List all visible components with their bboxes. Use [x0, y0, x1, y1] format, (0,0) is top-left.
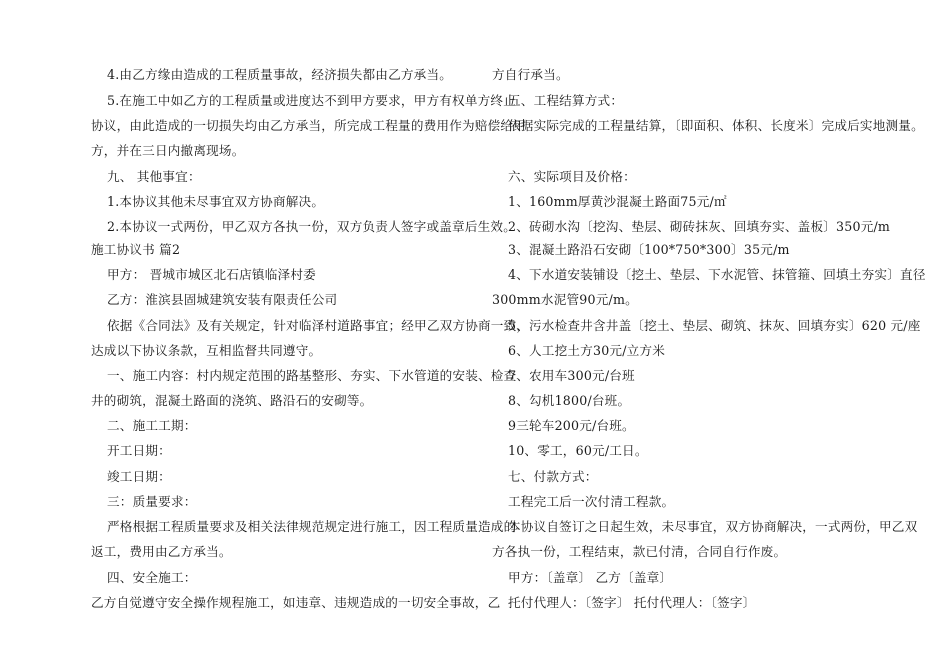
preamble-line-1: 依据《合同法》及有关规定，针对临泽村道路事宜；经甲乙双方协商一致，: [107, 318, 530, 333]
section-9-heading: 九、 其他事宜：: [107, 169, 201, 184]
party-b: 乙方：淮滨县固城建筑安装有限责任公司: [107, 292, 338, 307]
section-3-line-2: 返工，费用由乙方承当。: [91, 544, 232, 559]
clause-4: 4.由乙方缘由造成的工程质量事故，经济损失都由乙方承当。: [107, 67, 453, 82]
completion-date: 竣工日期：: [107, 469, 171, 484]
price-item-9: 9三轮车200元/台班。: [508, 418, 635, 433]
section-5-text: 依据实际完成的工程量结算，〔即面积、体积、长度米〕完成后实地测量。: [508, 118, 924, 133]
section-4-line-2: 方自行承当。: [492, 67, 569, 82]
section-7-text: 工程完工后一次付清工程款。: [508, 494, 675, 509]
section-9-item-1: 1.本协议其他未尽事宜双方协商解决。: [107, 194, 325, 209]
section-7-heading: 七、付款方式：: [508, 469, 598, 484]
seal-line: 甲方：〔盖章〕 乙方〔盖章〕: [508, 570, 673, 585]
clause-5-line-2: 协议，由此造成的一切损失均由乙方承当，所完成工程量的费用作为赔偿给甲: [91, 118, 526, 133]
price-item-4-line-2: 300mm水泥管90元/m。: [492, 292, 638, 307]
price-item-3: 3、混凝土路沿石安砌〔100*750*300〕35元/m: [508, 242, 790, 257]
signature-line: 托付代理人：〔签字〕 托付代理人：〔签字〕: [508, 595, 756, 610]
price-item-1: 1、160mm厚黄沙混凝土路面75元/㎡: [508, 194, 727, 209]
section-1-line-1: 一、施工内容：村内规定范围的路基整形、夯实、下水管道的安装、检查: [107, 368, 517, 383]
party-a: 甲方： 晋城市城区北石店镇临泽村委: [107, 267, 316, 282]
price-item-4-line-1: 4、下水道安装铺设〔挖土、垫层、下水泥管、抹管箍、回填土夯实〕直径: [508, 267, 926, 282]
section-9-item-2: 2.本协议一式两份，甲乙双方各执一份，双方负责人签字或盖章后生效。: [107, 219, 517, 234]
section-5-heading: 五、工程结算方式：: [508, 93, 624, 108]
clause-5-line-3: 方，并在三日内撤离现场。: [91, 143, 245, 158]
price-item-7: 7、农用车300元/台班: [508, 368, 635, 383]
effective-clause-line-1: 本协议自签订之日起生效，未尽事宜，双方协商解决，一式两份，甲乙双: [508, 519, 918, 534]
section-4-heading: 四、安全施工：: [107, 570, 197, 585]
price-item-8: 8、勾机1800/台班。: [508, 393, 631, 408]
clause-5-line-1: 5.在施工中如乙方的工程质量或进度达不到甲方要求，甲方有权单方终止: [107, 93, 517, 108]
document-part-title: 施工协议书 篇2: [91, 242, 181, 257]
price-item-2: 2、砖砌水沟〔挖沟、垫层、砌砖抹灰、回填夯实、盖板〕350元/m: [508, 219, 891, 234]
price-item-5: 5、污水检查井含井盖〔挖土、垫层、砌筑、抹灰、回填夯实〕620 元/座: [508, 318, 921, 333]
price-item-6: 6、人工挖土方30元/立方米: [508, 343, 666, 358]
preamble-line-2: 达成以下协议条款，互相监督共同遵守。: [91, 343, 322, 358]
effective-clause-line-2: 方各执一份，工程结束，款已付清，合同自行作废。: [492, 544, 787, 559]
section-3-heading: 三：质量要求：: [107, 494, 197, 509]
price-item-10: 10、零工，60元/工日。: [508, 443, 648, 458]
start-date: 开工日期：: [107, 443, 171, 458]
section-3-line-1: 严格根据工程质量要求及相关法律规范规定进行施工，因工程质量造成的: [107, 519, 517, 534]
section-2-heading: 二、施工工期：: [107, 418, 197, 433]
section-4-line-1: 乙方自觉遵守安全操作规程施工，如违章、违规造成的一切安全事故，乙: [91, 595, 501, 610]
section-6-heading: 六、实际项目及价格：: [508, 169, 636, 184]
section-1-line-2: 井的砌筑，混凝土路面的浇筑、路沿石的安砌等。: [91, 393, 373, 408]
